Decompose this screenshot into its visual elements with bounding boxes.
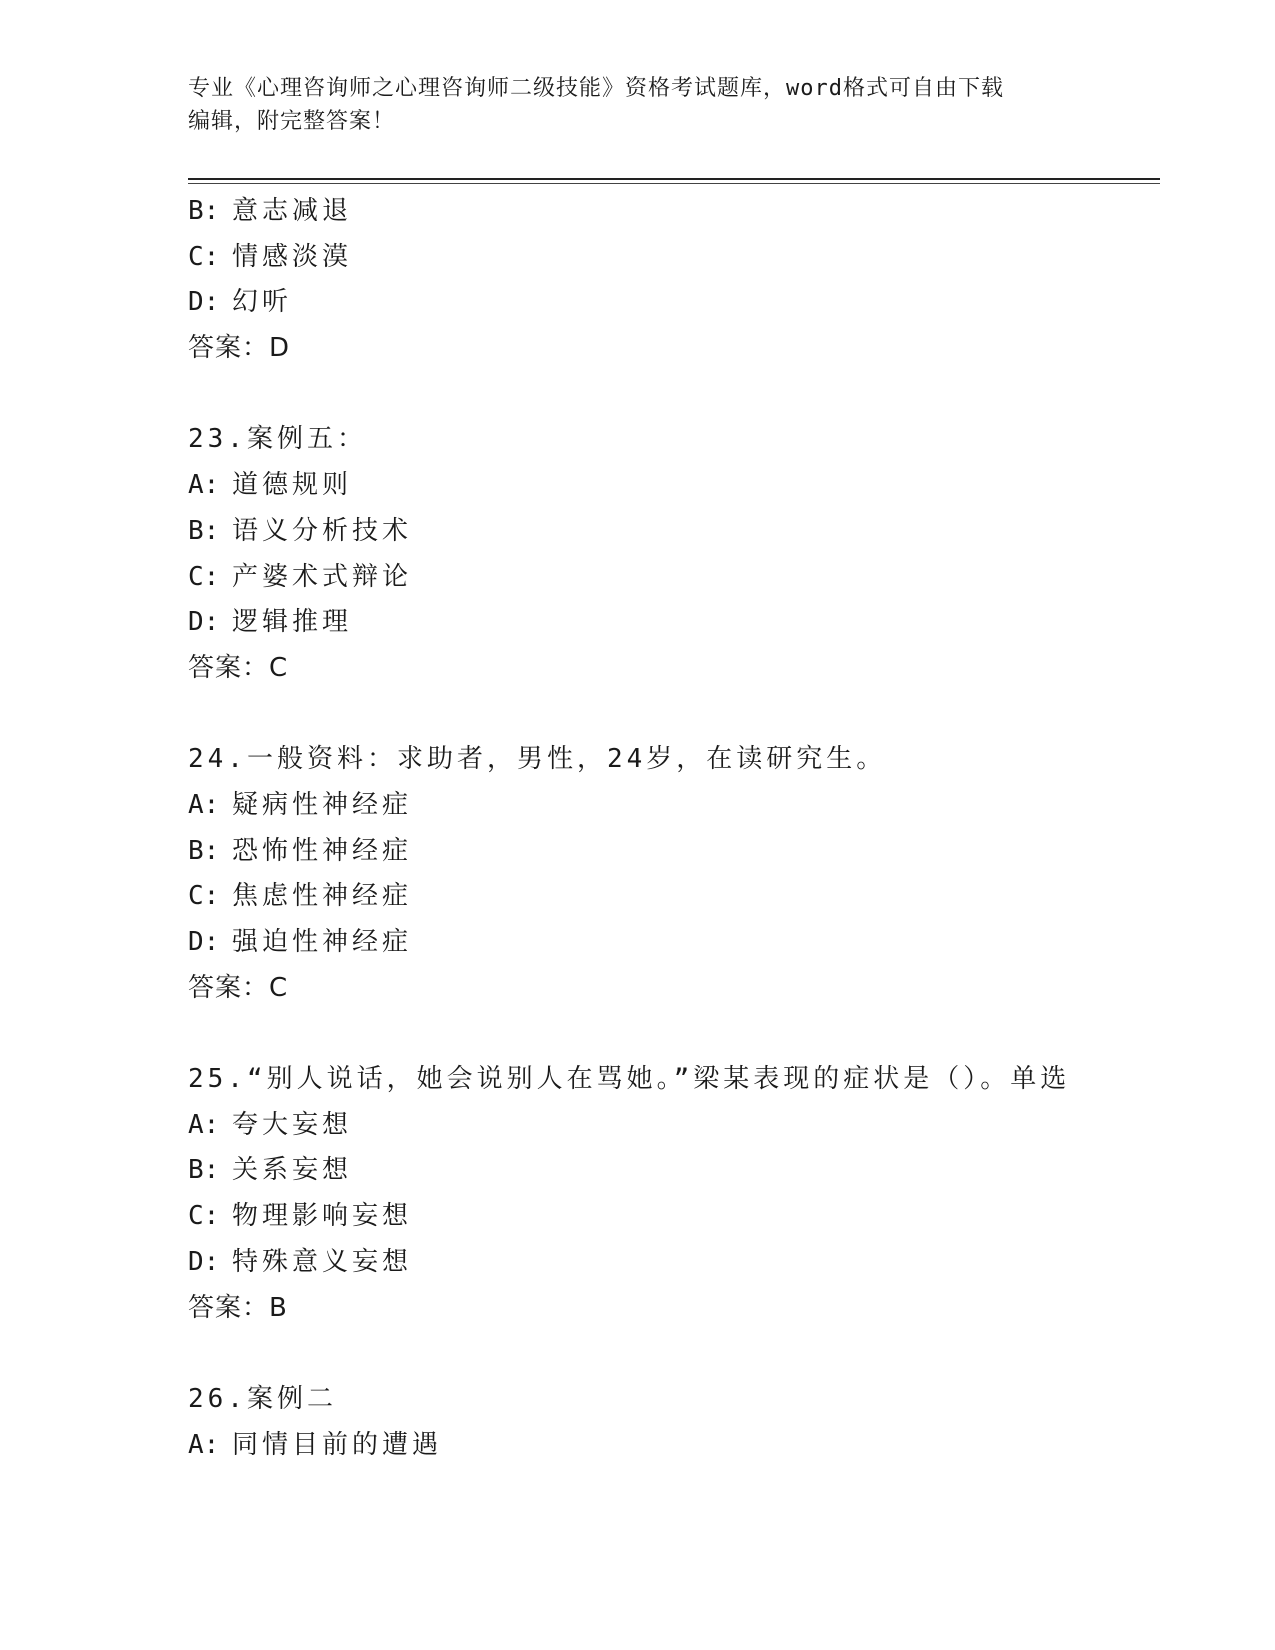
option-a [188, 783, 1160, 829]
option-label: A: [188, 1109, 220, 1140]
option-text: 恐怖性神经症 [232, 835, 413, 866]
header-rule-thin [188, 183, 1160, 184]
header-line-2: 编辑，附完整答案！ [188, 109, 396, 134]
option-c [188, 235, 1160, 281]
option-text: 夸大妄想 [232, 1109, 353, 1140]
question-23: 23.案例五： [188, 424, 367, 455]
question-24: 24.一般资料：求助者，男性，24岁，在读研究生。 [188, 744, 887, 775]
option-text: 特殊意义妄想 [232, 1246, 413, 1277]
option-label: B: [188, 1155, 220, 1186]
option-label: A: [188, 1429, 220, 1460]
option-label: D: [188, 287, 220, 318]
option-text: 语义分析技术 [232, 515, 413, 546]
option-text: 疑病性神经症 [232, 789, 413, 820]
option-label: B: [188, 515, 220, 546]
option-d [188, 600, 1160, 646]
option-c [188, 874, 1160, 920]
option-d [188, 280, 1160, 326]
option-d [188, 920, 1160, 966]
option-text: 强迫性神经症 [232, 927, 413, 957]
spacer [188, 1331, 1160, 1377]
header-line-1: 专业《心理咨询师之心理咨询师二级技能》资格考试题库，word格式可自由下载 [188, 76, 1004, 101]
option-d [188, 1240, 1160, 1286]
header-rule-thick [188, 178, 1160, 180]
answer: 答案：C [188, 972, 289, 1003]
option-text: 道德规则 [232, 470, 353, 501]
option-text: 物理影响妄想 [232, 1201, 413, 1232]
option-b [188, 509, 1160, 555]
question-25: 25.“别人说话，她会说别人在骂她。”梁某表现的症状是（）。单选 [188, 1064, 1071, 1095]
option-label: D: [188, 927, 220, 957]
option-text: 幻听 [232, 287, 293, 318]
question-list [188, 189, 1160, 1468]
option-label: C: [188, 881, 220, 912]
option-label: A: [188, 789, 220, 820]
option-text: 情感淡漠 [232, 241, 353, 272]
option-a [188, 1423, 1160, 1469]
option-b [188, 189, 1160, 235]
option-label: D: [188, 1246, 220, 1277]
option-b [188, 1148, 1160, 1194]
option-label: C: [188, 1201, 220, 1232]
option-label: C: [188, 241, 220, 272]
option-a [188, 1103, 1160, 1149]
option-text: 焦虑性神经症 [232, 881, 413, 912]
page-header [188, 72, 1088, 138]
option-text: 产婆术式辩论 [232, 561, 413, 592]
option-c [188, 1194, 1160, 1240]
answer: 答案：D [188, 333, 291, 364]
option-text: 关系妄想 [232, 1155, 353, 1186]
spacer [188, 692, 1160, 738]
option-b [188, 829, 1160, 875]
answer: 答案：C [188, 652, 289, 683]
option-label: B: [188, 196, 220, 226]
spacer [188, 372, 1160, 418]
option-text: 意志减退 [232, 196, 353, 226]
option-text: 同情目前的遭遇 [232, 1429, 443, 1460]
option-text: 逻辑推理 [232, 607, 353, 638]
option-label: B: [188, 835, 220, 866]
option-label: A: [188, 470, 220, 501]
answer: 答案：B [188, 1292, 288, 1323]
spacer [188, 1011, 1160, 1057]
option-label: D: [188, 607, 220, 638]
question-26: 26.案例二 [188, 1383, 337, 1414]
option-a [188, 463, 1160, 509]
option-c [188, 555, 1160, 601]
option-label: C: [188, 561, 220, 592]
